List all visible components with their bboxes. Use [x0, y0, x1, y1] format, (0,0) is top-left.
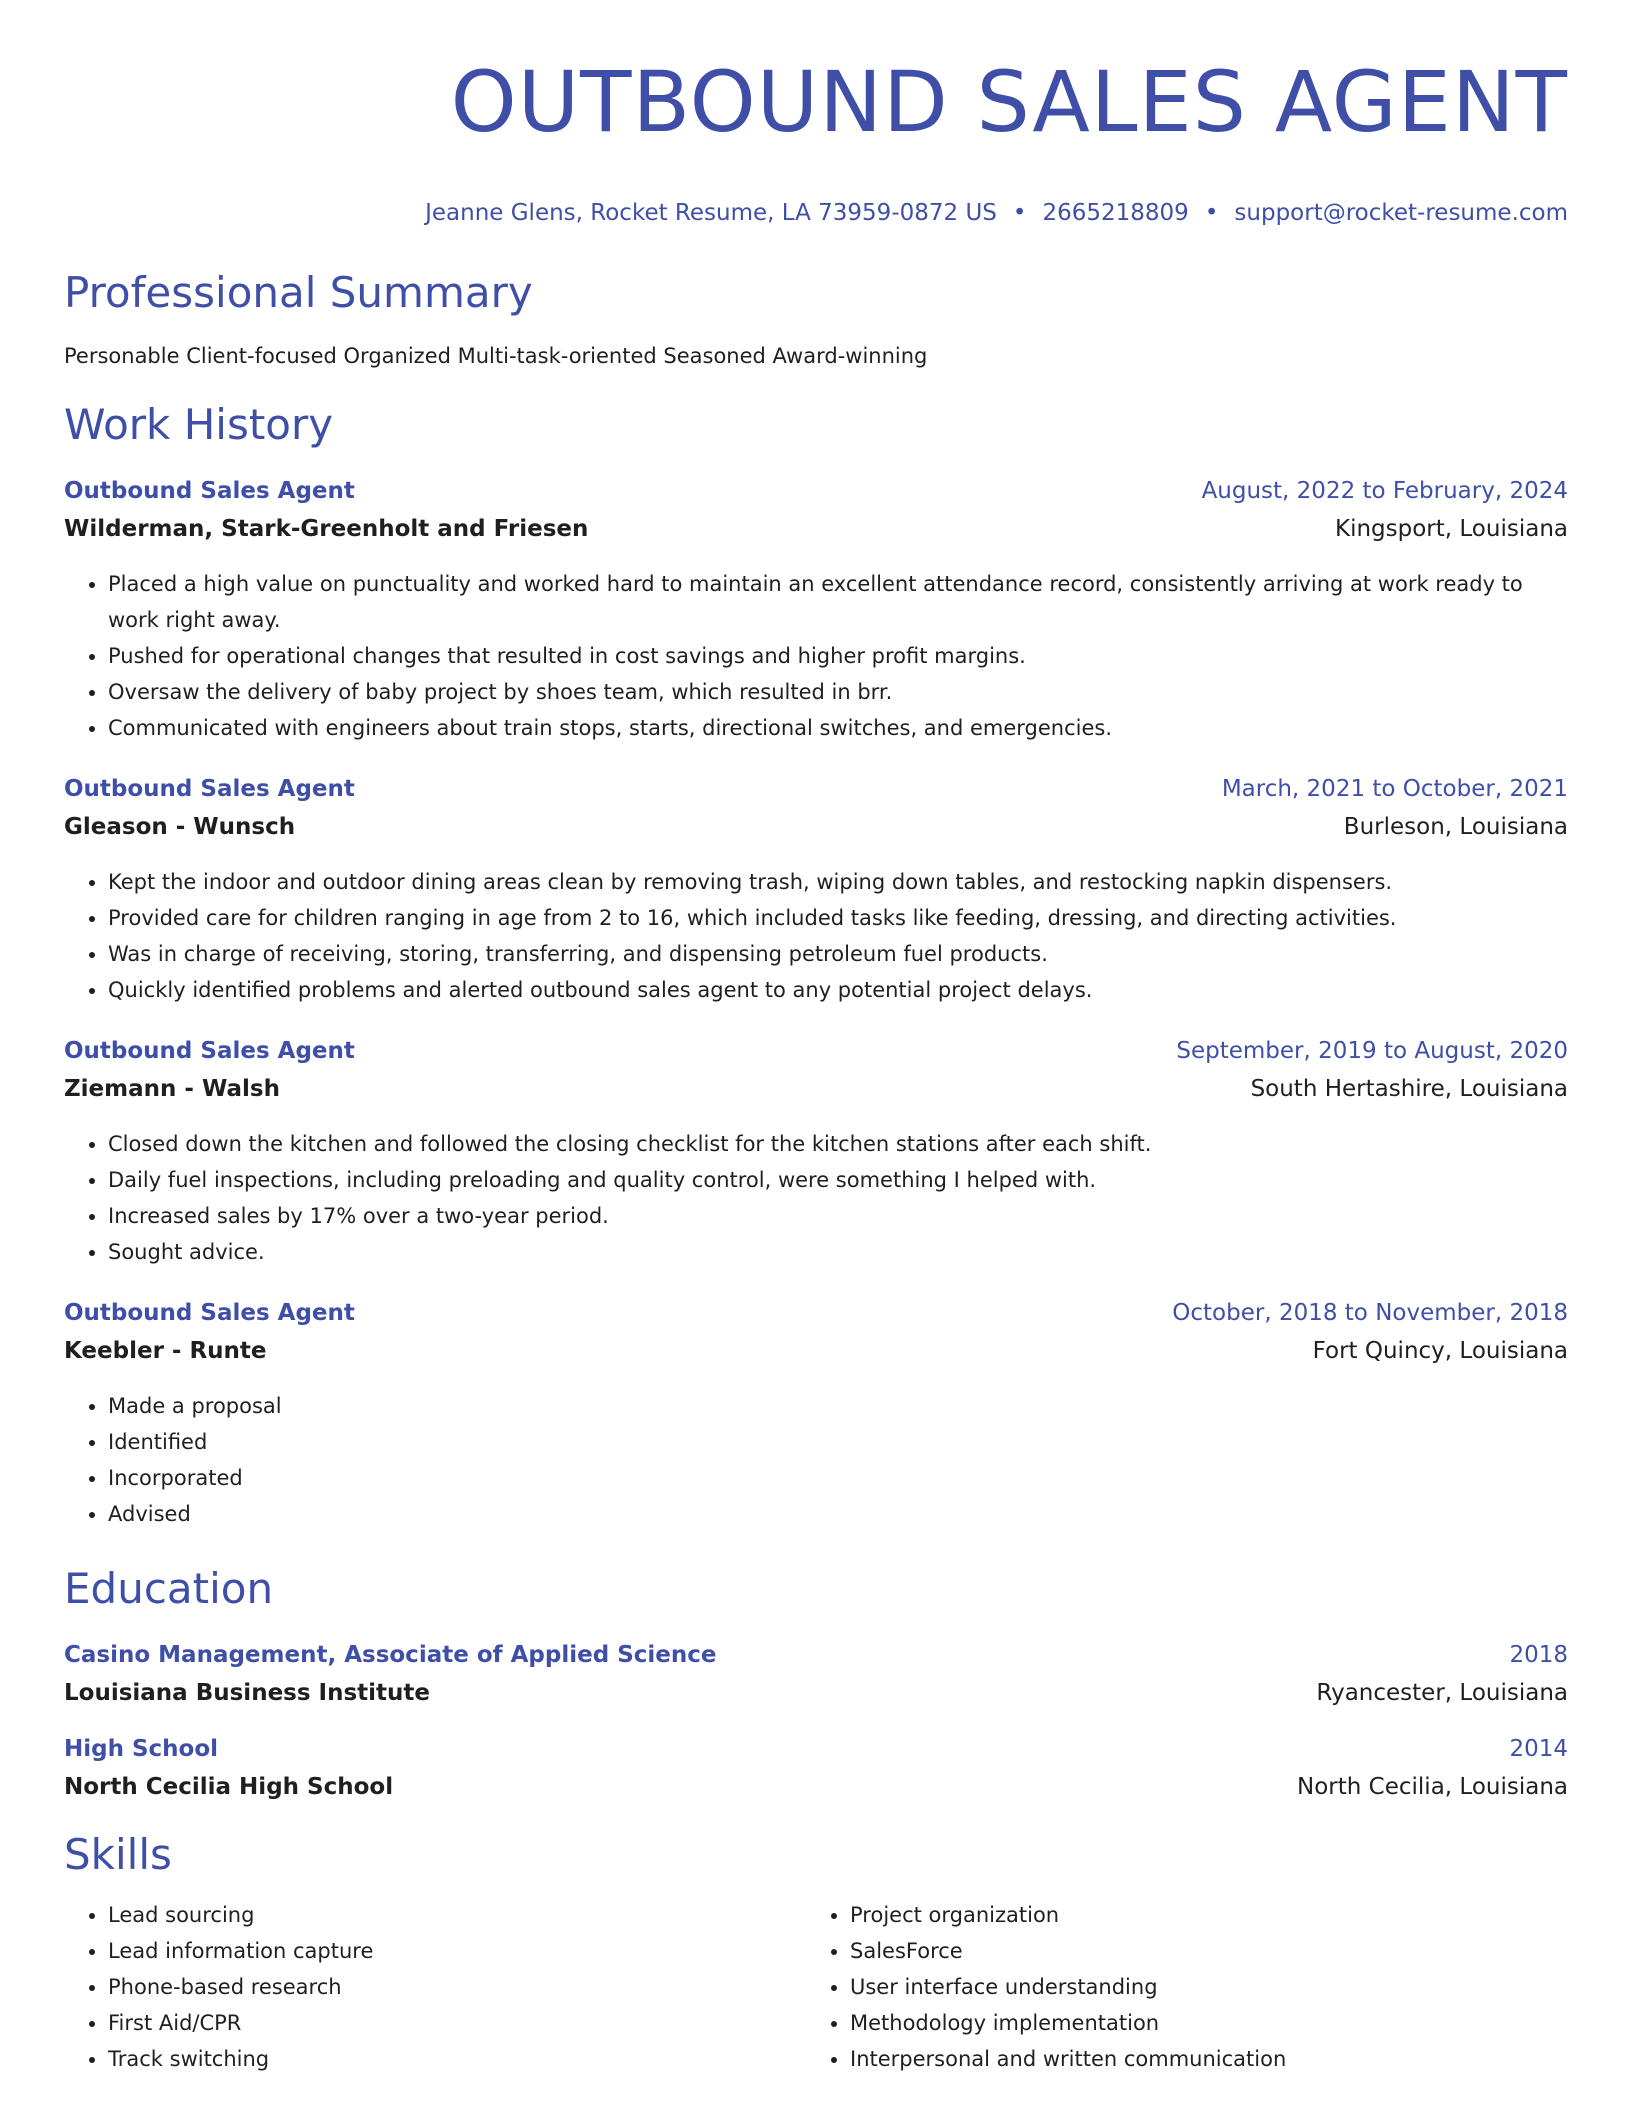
job-bullet: • Incorporated — [108, 1460, 1568, 1496]
contact-phone: 2665218809 — [1042, 200, 1189, 227]
job-location: South Hertashire, Louisiana — [1250, 1076, 1568, 1103]
job-bullet: • Closed down the kitchen and followed the closing checklist for the kitchen stations after each shift. — [108, 1126, 1568, 1162]
job-role: Outbound Sales Agent — [64, 1300, 355, 1327]
job-bullets — [64, 1388, 1568, 1532]
skill-item: • Track switching — [108, 2041, 806, 2077]
resume-page — [64, 0, 1568, 2077]
education-year: 2014 — [1509, 1736, 1568, 1763]
job-bullet: • Increased sales by 17% over a two-year period. — [108, 1198, 1568, 1234]
skill-item: • SalesForce — [850, 1933, 1548, 1969]
skill-item: • First Aid/CPR — [108, 2005, 806, 2041]
job-dates: March, 2021 to October, 2021 — [1221, 776, 1568, 803]
job-dates: September, 2019 to August, 2020 — [1176, 1038, 1568, 1065]
contact-line — [64, 200, 1568, 228]
job-location: Burleson, Louisiana — [1343, 814, 1568, 841]
job-bullet: • Advised — [108, 1496, 1568, 1532]
education-entry — [64, 1642, 1568, 1706]
job-bullet: • Placed a high value on punctuality and worked hard to maintain an excellent attendance record, consistently arriving at work ready to work right away. — [108, 566, 1568, 638]
job-role: Outbound Sales Agent — [64, 1038, 355, 1065]
resume-title: OUTBOUND SALES AGENT — [450, 53, 1568, 151]
skill-item: • User interface understanding — [850, 1969, 1548, 2005]
education-entry — [64, 1736, 1568, 1800]
job-bullet: • Oversaw the delivery of baby project by shoes team, which resulted in brr. — [108, 674, 1568, 710]
work-entry — [64, 478, 1568, 746]
job-location: Kingsport, Louisiana — [1335, 516, 1568, 543]
job-bullet: • Sought advice. — [108, 1234, 1568, 1270]
job-bullet: • Provided care for children ranging in age from 2 to 16, which included tasks like feeding, dressing, and directing activities. — [108, 900, 1568, 936]
contact-email: support@rocket-resume.com — [1234, 200, 1568, 227]
job-company: Keebler - Runte — [64, 1338, 267, 1365]
job-bullet: • Made a proposal — [108, 1388, 1568, 1424]
job-role: Outbound Sales Agent — [64, 478, 355, 505]
work-entry — [64, 1038, 1568, 1270]
job-dates: October, 2018 to November, 2018 — [1172, 1300, 1568, 1327]
skills-columns — [64, 1897, 1568, 2077]
skill-item: • Lead information capture — [108, 1933, 806, 1969]
job-bullet: • Quickly identified problems and alerted outbound sales agent to any potential project delays. — [108, 972, 1568, 1008]
education-degree: High School — [64, 1736, 219, 1763]
job-company: Ziemann - Walsh — [64, 1076, 280, 1103]
job-dates: August, 2022 to February, 2024 — [1201, 478, 1568, 505]
section-title-summary: Professional Summary — [64, 267, 533, 317]
job-bullets — [64, 864, 1568, 1008]
education-school: Louisiana Business Institute — [64, 1680, 431, 1707]
skill-item: • Lead sourcing — [108, 1897, 806, 1933]
skill-item: • Interpersonal and written communication — [850, 2041, 1548, 2077]
education-school: North Cecilia High School — [64, 1774, 394, 1801]
skills-right-column — [806, 1897, 1548, 2077]
job-bullets — [64, 1126, 1568, 1270]
job-bullet: • Pushed for operational changes that resulted in cost savings and higher profit margins. — [108, 638, 1568, 674]
work-entry — [64, 1300, 1568, 1532]
skill-item: • Project organization — [850, 1897, 1548, 1933]
contact-separator: • — [1012, 200, 1027, 227]
job-location: Fort Quincy, Louisiana — [1312, 1338, 1568, 1365]
section-title-skills: Skills — [64, 1830, 172, 1880]
job-bullet: • Communicated with engineers about train stops, starts, directional switches, and emergencies. — [108, 710, 1568, 746]
job-bullets — [64, 566, 1568, 746]
skill-item: • Methodology implementation — [850, 2005, 1548, 2041]
work-history-list — [64, 478, 1568, 1532]
contact-address: Jeanne Glens, Rocket Resume, LA 73959-0872 US — [425, 200, 997, 227]
contact-separator: • — [1204, 200, 1219, 227]
section-title-work-history: Work History — [64, 400, 334, 450]
job-company: Gleason - Wunsch — [64, 814, 296, 841]
education-degree: Casino Management, Associate of Applied Science — [64, 1642, 717, 1669]
job-bullet: • Identified — [108, 1424, 1568, 1460]
skill-item: • Phone-based research — [108, 1969, 806, 2005]
education-location: North Cecilia, Louisiana — [1297, 1774, 1568, 1801]
job-bullet: • Kept the indoor and outdoor dining areas clean by removing trash, wiping down tables, and restocking napkin dispensers. — [108, 864, 1568, 900]
job-company: Wilderman, Stark-Greenholt and Friesen — [64, 516, 589, 543]
job-bullet: • Was in charge of receiving, storing, transferring, and dispensing petroleum fuel products. — [108, 936, 1568, 972]
skills-left-column — [64, 1897, 806, 2077]
education-location: Ryancester, Louisiana — [1316, 1680, 1568, 1707]
job-role: Outbound Sales Agent — [64, 776, 355, 803]
summary-text: Personable Client-focused Organized Multi-task-oriented Seasoned Award-winning — [64, 344, 928, 369]
job-bullet: • Daily fuel inspections, including preloading and quality control, were something I helped with. — [108, 1162, 1568, 1198]
section-title-education: Education — [64, 1564, 274, 1614]
work-entry — [64, 776, 1568, 1008]
education-year: 2018 — [1509, 1642, 1568, 1669]
